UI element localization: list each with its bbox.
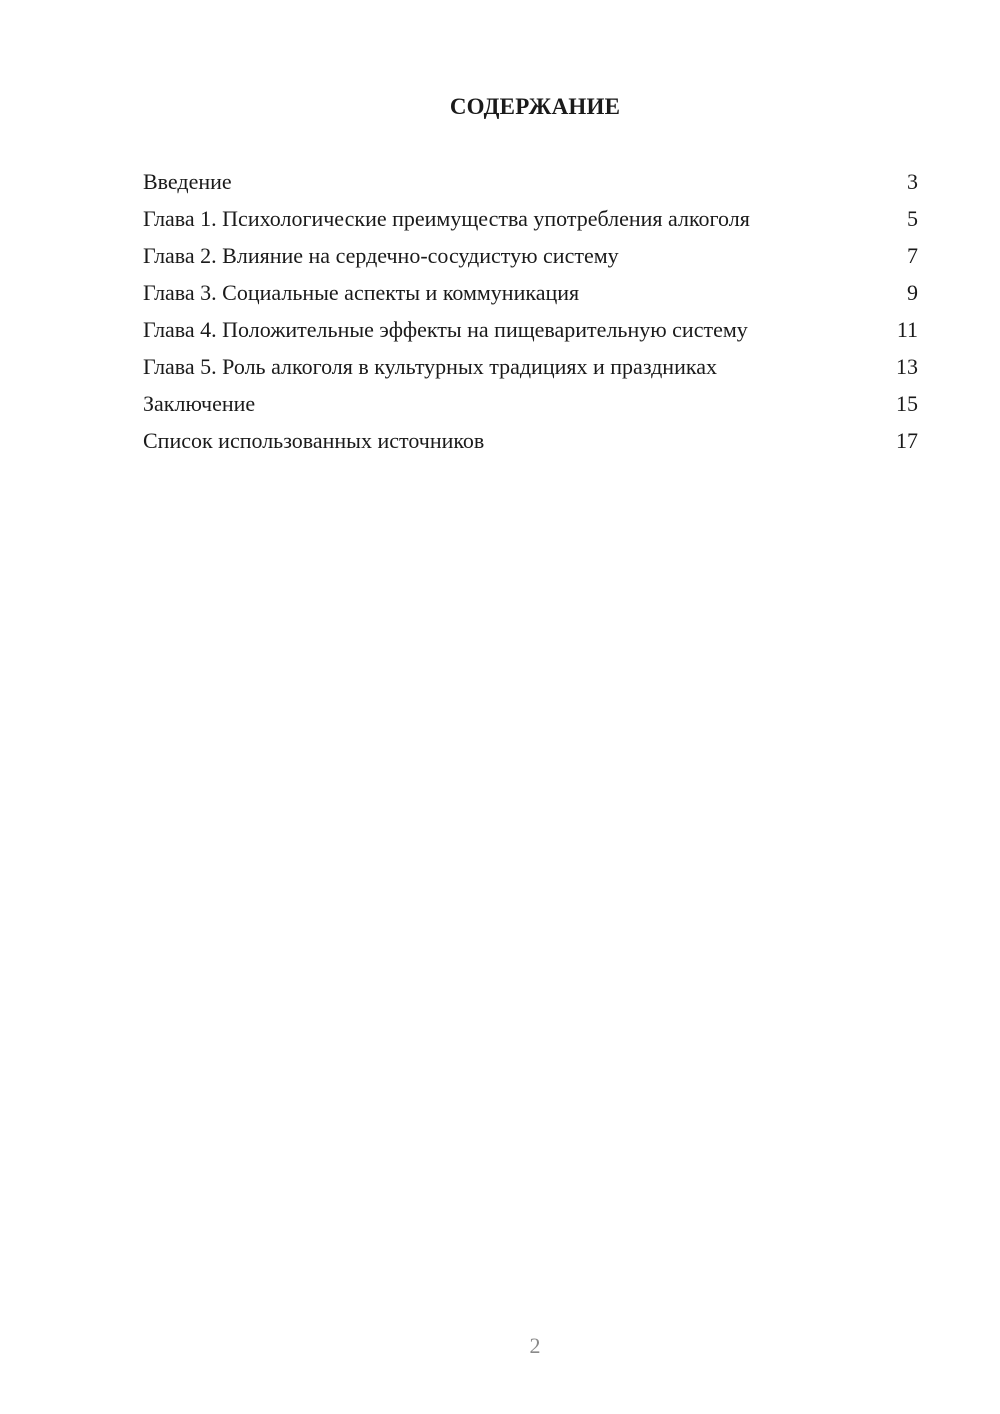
toc-entry-page: 13 [896, 354, 918, 379]
toc-entry-chapter-3 [143, 279, 918, 306]
toc-entry-title: Глава 2. Влияние на сердечно-сосудистую систему [143, 243, 619, 268]
toc-entry-title: Глава 3. Социальные аспекты и коммуникация [143, 280, 580, 305]
toc-entry-title: Заключение [143, 391, 256, 416]
toc-entry-page: 5 [907, 206, 918, 231]
toc-entry-title: Глава 5. Роль алкоголя в культурных традициях и праздниках [143, 354, 717, 379]
page-number: 2 [529, 1333, 541, 1358]
toc-entry-title: Список использованных источников [143, 428, 485, 453]
toc-entry-conclusion [143, 390, 918, 417]
toc-entry-page: 9 [907, 280, 918, 305]
toc-entry-title: Введение [143, 169, 232, 194]
toc-entry-chapter-1 [143, 205, 918, 232]
toc-entry-chapter-2 [143, 242, 918, 269]
toc-entry-page: 11 [896, 317, 918, 342]
toc-entry-title: Глава 4. Положительные эффекты на пищеварительную систему [143, 317, 748, 342]
toc-entry-page: 15 [896, 391, 918, 416]
toc-entry-page: 17 [896, 428, 918, 453]
toc-entry-page: 3 [907, 169, 918, 194]
toc-entry-introduction [143, 168, 918, 195]
table-of-contents [143, 168, 918, 464]
toc-entry-page: 7 [907, 243, 918, 268]
toc-entry-chapter-5 [143, 353, 918, 380]
toc-entry-title: Глава 1. Психологические преимущества употребления алкоголя [143, 206, 750, 231]
toc-entry-references [143, 427, 918, 454]
page-title: СОДЕРЖАНИЕ [449, 94, 621, 119]
toc-entry-chapter-4 [143, 316, 918, 343]
